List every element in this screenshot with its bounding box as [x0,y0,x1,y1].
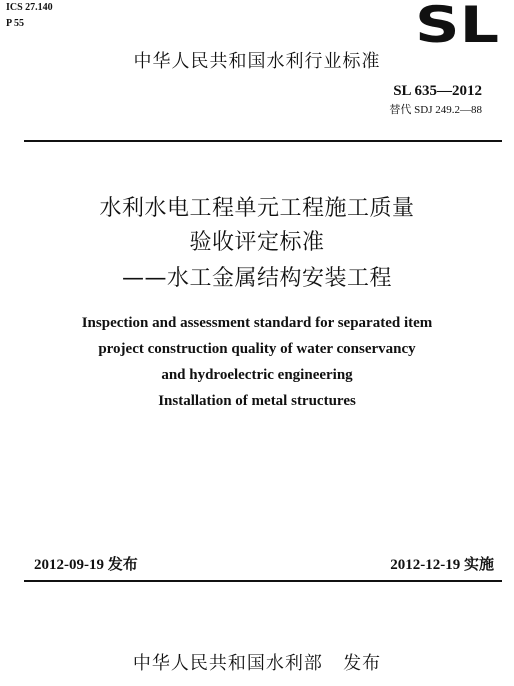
replaces-standard: 替代 SDJ 249.2—88 [389,104,482,116]
publisher: 中华人民共和国水利部 发布 [132,653,382,674]
chinese-title-line-2: 验收评定标准 [189,230,325,255]
effective-date: 2012-12-19 实施 [390,557,494,573]
issue-date: 2012-09-19 发布 [34,557,138,573]
chinese-title-line-1: 水利水电工程单元工程施工质量 [99,196,415,221]
bottom-divider [24,580,502,582]
english-title-line-1: Inspection and assessment standard for separated item [81,315,433,331]
top-divider [24,140,502,142]
english-title-line-3: and hydroelectric engineering [161,367,353,383]
chinese-title-line-3: ——水工金属结构安装工程 [121,266,392,291]
ics-code: ICS 27.140 [6,2,53,13]
sl-logo [414,2,500,46]
sl-logo-text: SL [415,2,499,46]
industry-standard-title: 中华人民共和国水利行业标准 [133,51,381,72]
standard-number: SL 635—2012 [393,83,482,99]
english-title-line-4: Installation of metal structures [158,393,356,409]
english-title-line-2: project construction quality of water conservancy [98,341,416,357]
ccs-code: P 55 [6,18,25,29]
